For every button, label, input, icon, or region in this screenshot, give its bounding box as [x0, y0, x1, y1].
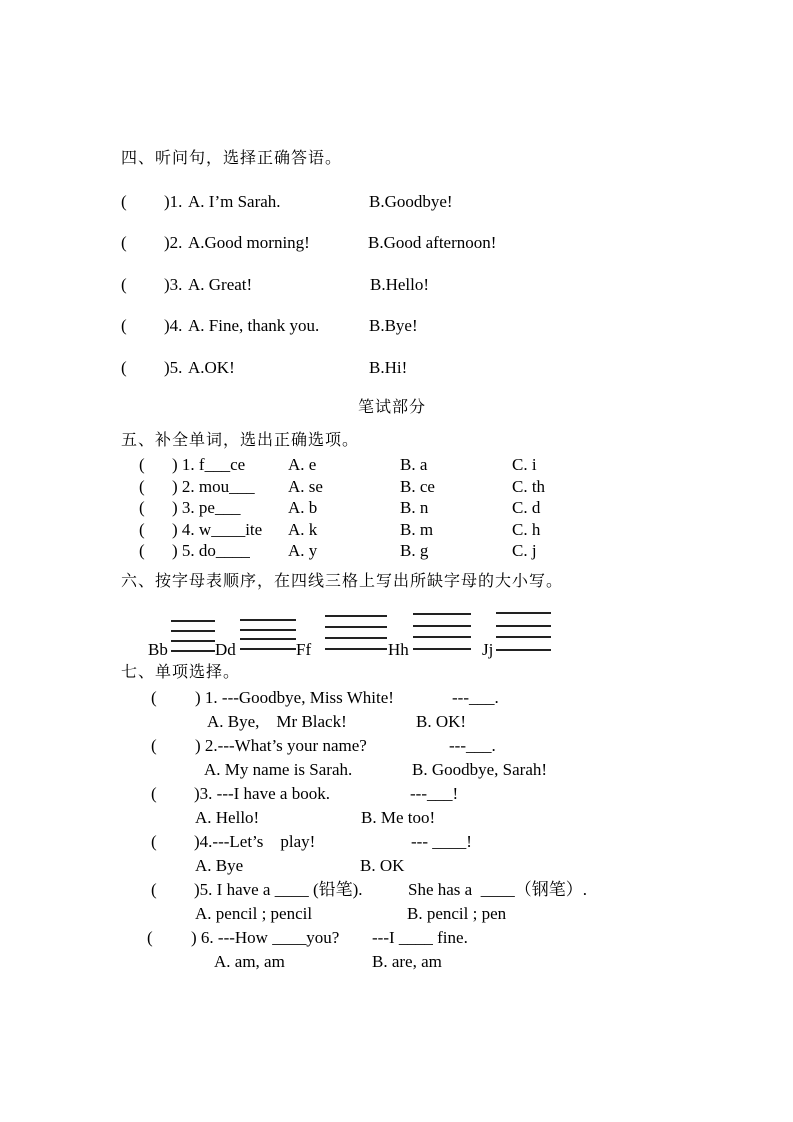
option-b: B.Hello! — [370, 275, 430, 294]
letter-pair: Bb — [148, 640, 168, 659]
question-text: ) 5. do____ — [172, 541, 250, 560]
option-c: C. th — [512, 477, 546, 496]
answer-paren[interactable]: ( — [121, 316, 127, 335]
option-b: B. are, am — [372, 952, 442, 971]
question-text: ) 2.---What’s your name? — [195, 736, 367, 755]
answer-paren[interactable]: ( — [147, 928, 153, 947]
option-c: C. h — [512, 520, 541, 539]
question-text: ) 3. pe___ — [172, 498, 241, 517]
option-b: B. a — [400, 455, 428, 474]
option-a: A. b — [288, 498, 318, 517]
option-a: A. Fine, thank you. — [188, 316, 320, 335]
option-b: B. OK — [360, 856, 405, 875]
option-b: B. Me too! — [361, 808, 436, 827]
four-line-grid[interactable] — [240, 614, 296, 654]
option-c: C. i — [512, 455, 537, 474]
question-text: )3. ---I have a book. — [194, 784, 330, 803]
option-b: B. Goodbye, Sarah! — [412, 760, 548, 779]
section5-heading: 五、补全单词，选出正确选项。 — [121, 430, 360, 449]
option-a: A. Great! — [188, 275, 253, 294]
option-a: A. k — [288, 520, 318, 539]
option-b: B. m — [400, 520, 434, 539]
answer-paren[interactable]: ( — [121, 233, 127, 252]
answer-paren[interactable]: ( — [139, 477, 145, 496]
letter-pair: Hh — [388, 640, 409, 659]
question-number: )4. — [164, 316, 183, 335]
answer-paren[interactable]: ( — [121, 358, 127, 377]
option-c: C. j — [512, 541, 537, 560]
question-text: ) 1. ---Goodbye, Miss White! — [195, 688, 394, 707]
section6-heading: 六、按字母表顺序，在四线三格上写出所缺字母的大小写。 — [121, 571, 564, 590]
answer-paren[interactable]: ( — [121, 275, 127, 294]
answer-paren[interactable]: ( — [139, 498, 145, 517]
option-a: A. My name is Sarah. — [204, 760, 353, 779]
option-a: A. y — [288, 541, 318, 560]
answer-paren[interactable]: ( — [151, 784, 157, 803]
four-line-grid[interactable] — [413, 607, 471, 647]
section7-heading: 七、单项选择。 — [121, 662, 241, 681]
option-a: A. Bye, Mr Black! — [207, 712, 347, 731]
option-a: A.OK! — [188, 358, 235, 377]
question-text: ) 4. w____ite — [172, 520, 263, 539]
option-a: A. se — [288, 477, 323, 496]
question-text: ) 2. mou___ — [172, 477, 255, 496]
four-line-grid[interactable] — [496, 607, 551, 647]
response-blank: ---I ____ fine. — [372, 928, 468, 947]
question-number: )5. — [164, 358, 183, 377]
option-a: A.Good morning! — [188, 233, 310, 252]
option-b: B. pencil ; pen — [407, 904, 507, 923]
answer-paren[interactable]: ( — [151, 880, 157, 899]
option-c: C. d — [512, 498, 541, 517]
written-part-title: 笔试部分 — [358, 397, 427, 416]
option-b: B. OK! — [416, 712, 467, 731]
option-a: A. Hello! — [195, 808, 260, 827]
answer-paren[interactable]: ( — [151, 832, 157, 851]
option-b: B.Goodbye! — [369, 192, 453, 211]
four-line-grid[interactable] — [171, 616, 215, 656]
question-text: ) 1. f___ce — [172, 455, 246, 474]
option-a: A. Bye — [195, 856, 244, 875]
letter-pair: Jj — [482, 640, 494, 659]
option-a: A. I’m Sarah. — [188, 192, 281, 211]
answer-paren[interactable]: ( — [121, 192, 127, 211]
option-b: B. g — [400, 541, 429, 560]
question-number: )3. — [164, 275, 183, 294]
letter-pair: Dd — [215, 640, 236, 659]
option-b: B. n — [400, 498, 429, 517]
option-b: B. ce — [400, 477, 435, 496]
option-a: A. pencil ; pencil — [195, 904, 313, 923]
response-blank: She has a ____（钢笔）. — [408, 880, 587, 899]
response-blank: ---___. — [452, 688, 499, 707]
answer-paren[interactable]: ( — [139, 520, 145, 539]
response-blank: ---___! — [410, 784, 459, 803]
question-text: )4.---Let’s play! — [194, 832, 316, 851]
answer-paren[interactable]: ( — [151, 688, 157, 707]
question-text: )5. I have a ____ (铅笔). — [194, 880, 363, 899]
answer-paren[interactable]: ( — [151, 736, 157, 755]
letter-pair: Ff — [296, 640, 312, 659]
question-number: )2. — [164, 233, 183, 252]
option-b: B.Bye! — [369, 316, 418, 335]
response-blank: ---___. — [449, 736, 496, 755]
four-line-grid[interactable] — [325, 610, 387, 650]
option-a: A. am, am — [214, 952, 285, 971]
option-b: B.Hi! — [369, 358, 408, 377]
section4-heading: 四、听问句，选择正确答语。 — [121, 148, 343, 167]
question-text: ) 6. ---How ____you? — [191, 928, 340, 947]
question-number: )1. — [164, 192, 183, 211]
option-a: A. e — [288, 455, 317, 474]
answer-paren[interactable]: ( — [139, 455, 145, 474]
answer-paren[interactable]: ( — [139, 541, 145, 560]
option-b: B.Good afternoon! — [368, 233, 497, 252]
response-blank: --- ____! — [411, 832, 472, 851]
